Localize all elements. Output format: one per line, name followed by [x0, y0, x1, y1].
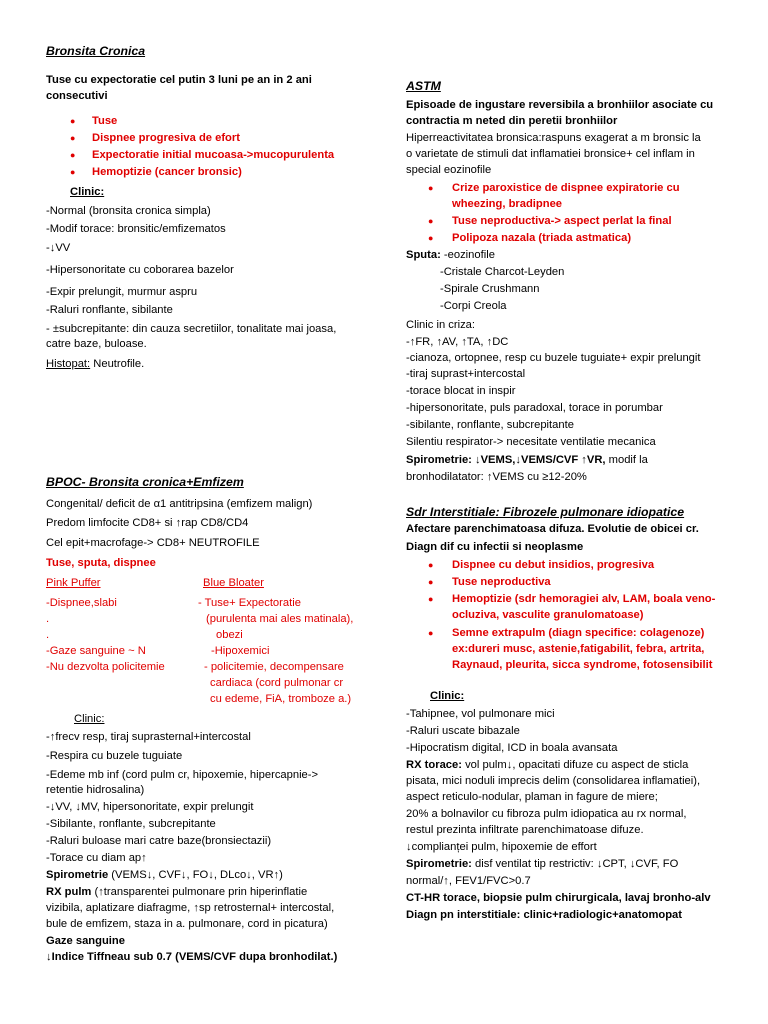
bc-bullet-item: Hemoptizie (cancer bronsic): [92, 166, 242, 178]
bpoc-rx-line: bule de emfizem, staza in a. pulmonare, cord in picatura): [46, 918, 328, 930]
astm-line: Clinic in criza:: [406, 319, 476, 331]
astm-bullet-item: wheezing, bradipnee: [452, 198, 563, 210]
sdr-bullet-item: Raynaud, pleurita, sicca syndrome, fotosensibilit: [452, 659, 713, 671]
sdr-line: -Tahipnee, vol pulmonare mici: [406, 708, 555, 720]
rx-value: (↑transparentei pulmonare prin hiperinflatie: [91, 886, 308, 898]
bullet-dot: ●: [428, 628, 434, 638]
astm-bullet-item: Polipoza nazala (triada astmatica): [452, 232, 632, 244]
astm-sputa: [406, 248, 495, 262]
astm-spiro-line: bronhodilatator: ↑VEMS cu ≥12-20%: [406, 471, 587, 483]
sputa-value: -eozinofile: [440, 249, 495, 261]
bc-bullet-item: Expectoratie initial mucoasa->mucopurulenta: [92, 149, 335, 161]
bpoc-gaze: Gaze sanguine: [46, 935, 125, 947]
sdr-rx-line: pisata, mici noduli imprecis delim (consolidarea inflamatiei),: [406, 775, 701, 787]
bc-definition: consecutivi: [46, 90, 108, 102]
blue-bloater-item: - policitemie, decompensare: [204, 661, 344, 673]
bpoc-line: Cel epit+macrofage-> CD8+ NEUTROFILE: [46, 537, 260, 549]
histopat-label: Histopat:: [46, 358, 91, 370]
bc-bullet-item: Tuse: [92, 115, 118, 127]
bc-clinic-line: -Normal (bronsita cronica simpla): [46, 205, 211, 217]
pink-puffer-item: .: [46, 629, 50, 641]
pink-puffer-heading: Pink Puffer: [46, 577, 101, 589]
bc-clinic-heading: Clinic:: [70, 186, 105, 198]
sdr-bullet-item: Tuse neproductiva: [452, 576, 551, 588]
rx-label: RX pulm: [46, 886, 92, 898]
astm-definition: contractia m neted din peretii bronhiilor: [406, 115, 618, 127]
astm-hyper-line: Hiperreactivitatea bronsica:raspuns exagerat a m bronsic la: [406, 132, 701, 144]
bpoc-clinic-line: -↑frecv resp, tiraj suprasternal+intercostal: [46, 731, 251, 743]
bpoc-clinic-line: -↓VV, ↓MV, hipersonoritate, expir prelungit: [46, 801, 254, 813]
sdr-definition: Afectare parenchimatoasa difuza. Evolutie de obicei cr.: [406, 523, 699, 535]
astm-line: -sibilante, ronflante, subcrepitante: [406, 419, 574, 431]
bc-clinic-line: -Raluri ronflante, sibilante: [46, 304, 173, 316]
sdr-rx-line: ↓complianței pulm, hipoxemie de effort: [406, 841, 597, 853]
sdr-spiro-label: Spirometrie:: [406, 858, 472, 870]
pink-puffer-item: -Dispnee,slabi: [46, 597, 117, 609]
sdr-rx-label: RX torace:: [406, 759, 462, 771]
astm-line: Silentiu respirator-> necesitate ventilatie mecanica: [406, 436, 656, 448]
bpoc-tiffneau: ↓Indice Tiffneau sub 0.7 (VEMS/CVF dupa bronhodilat.): [46, 951, 338, 963]
blue-bloater-item: - Tuse+ Expectoratie: [198, 597, 301, 609]
astm-bullet-item: Crize paroxistice de dispnee expiratorie cu: [452, 182, 680, 194]
astm-hyper-line: special eozinofile: [406, 164, 492, 176]
section-title-bronsita-cronica: Bronsita Cronica: [46, 44, 146, 58]
section-title-bpoc: BPOC- Bronsita cronica+Emfizem: [46, 475, 244, 489]
blue-bloater-item: -Hipoxemici: [211, 645, 270, 657]
bpoc-clinic-heading: Clinic:: [74, 713, 105, 725]
astm-hyper-line: o varietate de stimuli dat inflamatiei bronsice+ cel inflam in: [406, 148, 695, 160]
pink-puffer-item: .: [46, 613, 50, 625]
bpoc-clinic-line: -Sibilante, ronflante, subcrepitante: [46, 818, 216, 830]
histopat-value: Neutrofile.: [90, 358, 145, 370]
blue-bloater-item: (purulenta mai ales matinala),: [206, 613, 354, 625]
sdr-clinic-heading: Clinic:: [430, 690, 465, 702]
sputa-item: -Corpi Creola: [440, 300, 507, 312]
bpoc-clinic-line: -Raluri buloase mari catre baze(bronsiectazii): [46, 835, 272, 847]
bc-histopat: [46, 357, 144, 371]
bc-clinic-line: -Modif torace: bronsitic/emfizematos: [46, 223, 226, 235]
sdr-bullet-item: ocluziva, vasculite granulomatoase): [452, 609, 644, 621]
sdr-line: -Raluri uscate bibazale: [406, 725, 520, 737]
bpoc-line: Congenital/ deficit de α1 antitripsina (emfizem malign): [46, 498, 313, 510]
blue-bloater-item: cu edeme, FiA, tromboze a.): [210, 693, 352, 705]
bullet-dot: ●: [70, 133, 76, 143]
sdr-spiro-line: normal/↑, FEV1/FVC>0.7: [406, 875, 531, 887]
bpoc-symptoms: Tuse, sputa, dispnee: [46, 557, 156, 569]
bc-definition: Tuse cu expectoratie cel putin 3 luni pe an in 2 ani: [46, 74, 312, 86]
bpoc-line: Predom limfocite CD8+ si ↑rap CD8/CD4: [46, 517, 249, 529]
bc-clinic-line: - ±subcrepitante: din cauza secretiilor, tonalitate mai joasa,: [46, 323, 337, 335]
bpoc-clinic-line: -Torace cu diam ap↑: [46, 852, 147, 864]
sdr-bullet-item: Hemoptizie (sdr hemoragiei alv, LAM, boala veno-: [452, 593, 716, 605]
sdr-bullet-item: ex:dureri musc, astenie,fatigabilit, febra, artrita,: [452, 643, 705, 655]
astm-definition: Episoade de ingustare reversibila a bronhiilor asociate cu: [406, 99, 714, 111]
bpoc-rx: [46, 885, 307, 899]
astm-bullet-item: Tuse neproductiva-> aspect perlat la final: [452, 215, 672, 227]
bc-clinic-line: -↓VV: [46, 242, 71, 254]
sdr-definition: Diagn dif cu infectii si neoplasme: [406, 541, 584, 553]
bc-clinic-line: catre baze, buloase.: [46, 338, 147, 350]
bullet-dot: ●: [428, 183, 434, 193]
sdr-rx-line: aspect reticulo-nodular, plaman in fagure de miere;: [406, 791, 658, 803]
astm-line: -↑FR, ↑AV, ↑TA, ↑DC: [406, 336, 509, 348]
sdr-rx-value: vol pulm↓, opacitati difuze cu aspect de sticla: [461, 759, 689, 771]
blue-bloater-item: cardiaca (cord pulmonar cr: [210, 677, 344, 689]
pink-puffer-item: -Nu dezvolta policitemie: [46, 661, 165, 673]
bc-clinic-line: -Hipersonoritate cu coborarea bazelor: [46, 264, 234, 276]
sdr-rx-line: restul prezinta infiltrate parenchimatoase difuze.: [406, 824, 644, 836]
sdr-spiro-value: disf ventilat tip restrictiv: ↓CPT, ↓CVF, FO: [471, 858, 679, 870]
sdr-bullet-item: Dispnee cu debut insidios, progresiva: [452, 559, 655, 571]
sdr-rx-line: 20% a bolnavilor cu fibroza pulm idiopatica au rx normal,: [406, 808, 687, 820]
astm-line: -hipersonoritate, puls paradoxal, torace in porumbar: [406, 402, 663, 414]
sdr-spirometrie: [406, 857, 678, 871]
bpoc-clinic-line: retentie hidrosalina): [46, 784, 145, 796]
bullet-dot: ●: [70, 116, 76, 126]
astm-line: -tiraj suprast+intercostal: [406, 368, 526, 380]
sputa-label: Sputa:: [406, 249, 441, 261]
bullet-dot: ●: [428, 577, 434, 587]
bpoc-rx-line: vizibila, aplatizare diafragme, ↑sp retrosternal+ intercostal,: [46, 902, 335, 914]
bc-bullet-item: Dispnee progresiva de efort: [92, 132, 240, 144]
sdr-line: -Hipocratism digital, ICD in boala avansata: [406, 742, 618, 754]
bpoc-clinic-line: -Edeme mb inf (cord pulm cr, hipoxemie, hipercapnie->: [46, 769, 319, 781]
sputa-item: -Spirale Crushmann: [440, 283, 540, 295]
sdr-ct: CT-HR torace, biopsie pulm chirurgicala, lavaj bronho-alv: [406, 892, 711, 904]
sputa-item: -Cristale Charcot-Leyden: [440, 266, 565, 278]
bpoc-clinic-line: -Respira cu buzele tuguiate: [46, 750, 183, 762]
bullet-dot: ●: [70, 150, 76, 160]
bullet-dot: ●: [428, 560, 434, 570]
astm-line: -torace blocat in inspir: [406, 385, 516, 397]
bullet-dot: ●: [428, 233, 434, 243]
bpoc-spirometrie: [46, 868, 283, 882]
sdr-diagn: Diagn pn interstitiale: clinic+radiologic+anatomopat: [406, 909, 683, 921]
pink-puffer-item: -Gaze sanguine ~ N: [46, 645, 146, 657]
section-title-sdr-interstitiale: Sdr Interstitiale: Fibrozele pulmonare idiopatice: [406, 505, 685, 519]
astm-spiro-rest: modif la: [605, 454, 648, 466]
sdr-rx: [406, 758, 688, 772]
spirometrie-label: Spirometrie: [46, 869, 109, 881]
blue-bloater-item: obezi: [216, 629, 243, 641]
spirometrie-value: (VEMS↓, CVF↓, FO↓, DLco↓, VR↑): [108, 869, 283, 881]
bc-clinic-line: -Expir prelungit, murmur aspru: [46, 286, 198, 298]
sdr-bullet-item: Semne extrapulm (diagn specifice: colagenoze): [452, 627, 705, 639]
bullet-dot: ●: [428, 216, 434, 226]
blue-bloater-heading: Blue Bloater: [203, 577, 264, 589]
astm-spirometrie: [406, 453, 648, 467]
astm-line: -cianoza, ortopnee, resp cu buzele tuguiate+ expir prelungit: [406, 352, 701, 364]
bullet-dot: ●: [428, 594, 434, 604]
section-title-astm: ASTM: [406, 79, 441, 93]
astm-spiro-bold: Spirometrie: ↓VEMS,↓VEMS/CVF ↑VR,: [406, 454, 606, 466]
bullet-dot: ●: [70, 167, 76, 177]
